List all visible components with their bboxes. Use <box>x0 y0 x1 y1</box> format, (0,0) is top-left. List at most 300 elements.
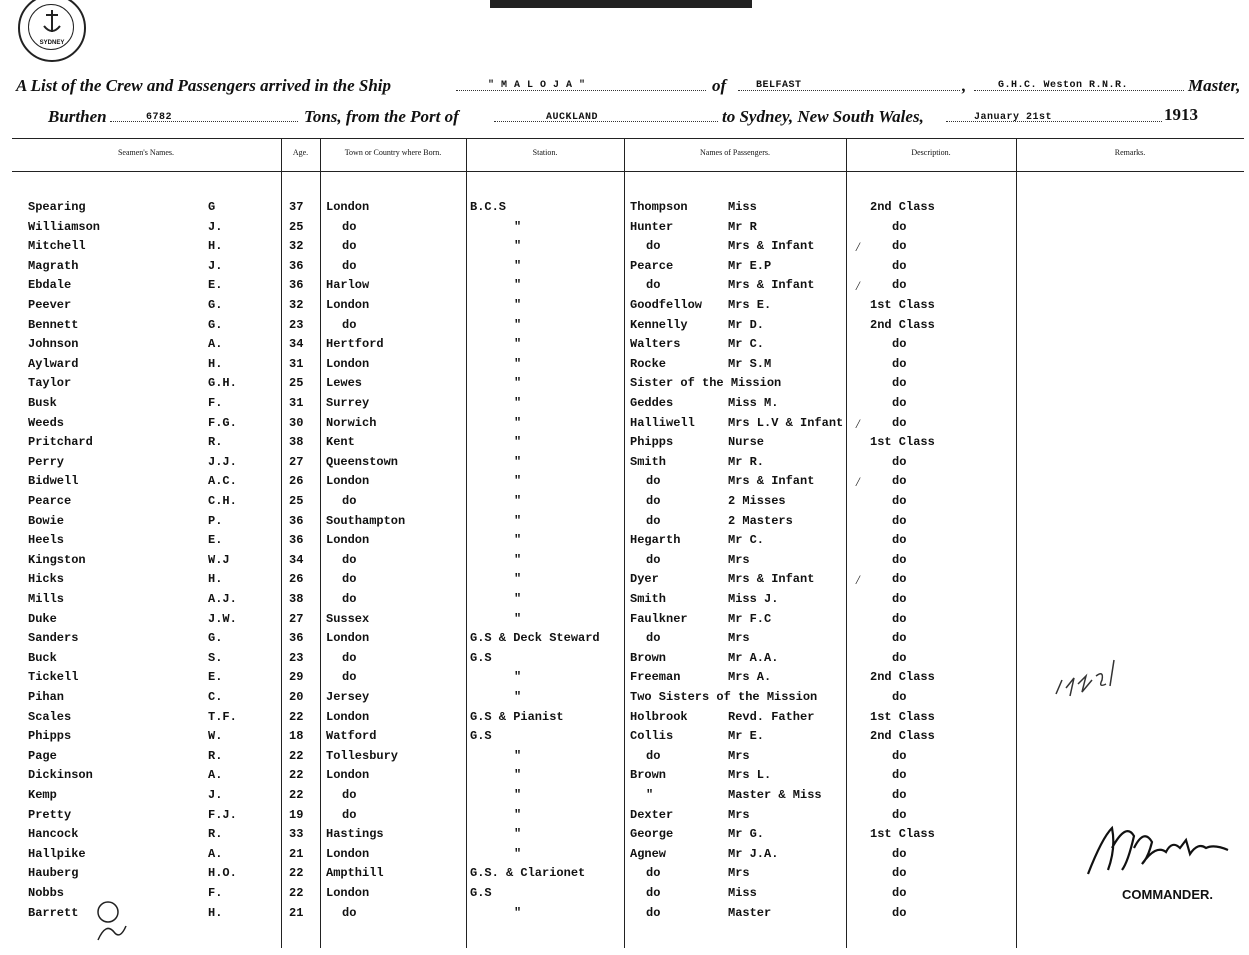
seaman-name: Barrett <box>28 906 79 920</box>
passenger-description: do <box>892 906 907 920</box>
seaman-name: Magrath <box>28 259 79 273</box>
passenger-name: Dexter <box>630 808 674 822</box>
passenger-description: 2nd Class <box>870 670 935 684</box>
passenger-title: Mrs L. <box>728 768 772 782</box>
passenger-name: do <box>646 749 661 763</box>
seaman-initials: A. <box>208 337 223 351</box>
passenger-title: 2 Masters <box>728 514 793 528</box>
passenger-title: Miss <box>728 200 757 214</box>
passenger-description: do <box>892 259 907 273</box>
passenger-name: do <box>646 278 661 292</box>
seaman-initials: R. <box>208 435 223 449</box>
passenger-description: 1st Class <box>870 827 935 841</box>
passenger-description: do <box>892 239 907 253</box>
seaman-age: 25 <box>289 494 304 508</box>
station: " <box>514 494 522 508</box>
passenger-name: Dyer <box>630 572 659 586</box>
seaman-initials: R. <box>208 749 223 763</box>
passenger-title: Mr C. <box>728 533 765 547</box>
passenger-description: 1st Class <box>870 298 935 312</box>
passenger-description: do <box>892 553 907 567</box>
birthplace: do <box>342 553 357 567</box>
passenger-title: Mr C. <box>728 337 765 351</box>
seaman-initials: T.F. <box>208 710 237 724</box>
station: " <box>514 670 522 684</box>
birthplace: London <box>326 631 370 645</box>
passenger-name: do <box>646 494 661 508</box>
anchor-icon <box>42 8 62 36</box>
birthplace: do <box>342 592 357 606</box>
passenger-description: do <box>892 533 907 547</box>
seaman-initials: J.J. <box>208 455 237 469</box>
seaman-age: 22 <box>289 886 304 900</box>
station: " <box>514 553 522 567</box>
passenger-title: Mrs A. <box>728 670 772 684</box>
seaman-initials: H. <box>208 239 223 253</box>
station: " <box>514 768 522 782</box>
birthplace: do <box>342 494 357 508</box>
passenger-description: do <box>892 357 907 371</box>
passenger-description: do <box>892 788 907 802</box>
passenger-title: Mr E. <box>728 729 765 743</box>
birthplace: do <box>342 906 357 920</box>
birthplace: Lewes <box>326 376 363 390</box>
seaman-name: Spearing <box>28 200 86 214</box>
station: G.S. & Clarionet <box>470 866 586 880</box>
seaman-age: 22 <box>289 866 304 880</box>
passenger-title: Mr R <box>728 220 757 234</box>
seaman-initials: W.J <box>208 553 230 567</box>
birthplace: London <box>326 710 370 724</box>
seaman-age: 21 <box>289 847 304 861</box>
seaman-age: 22 <box>289 788 304 802</box>
seaman-name: Bowie <box>28 514 65 528</box>
birthplace: Watford <box>326 729 377 743</box>
seaman-initials: H. <box>208 906 223 920</box>
seaman-initials: C. <box>208 690 223 704</box>
passenger-name: do <box>646 906 661 920</box>
passenger-name: George <box>630 827 674 841</box>
seaman-name: Scales <box>28 710 72 724</box>
seaman-initials: C.H. <box>208 494 237 508</box>
station: G.S <box>470 729 492 743</box>
birthplace: do <box>342 808 357 822</box>
station: " <box>514 278 522 292</box>
seaman-name: Buck <box>28 651 57 665</box>
col-header-born: Town or Country where Born. <box>344 148 442 157</box>
seaman-name: Williamson <box>28 220 101 234</box>
col-header-passengers: Names of Passengers. <box>700 148 770 157</box>
birthplace: London <box>326 768 370 782</box>
seaman-name: Perry <box>28 455 65 469</box>
station: " <box>514 749 522 763</box>
seaman-name: Dickinson <box>28 768 93 782</box>
passenger-description: do <box>892 886 907 900</box>
passenger-description: do <box>892 572 907 586</box>
seaman-name: Page <box>28 749 57 763</box>
seaman-initials: F. <box>208 886 223 900</box>
seaman-name: Duke <box>28 612 57 626</box>
seaman-age: 38 <box>289 592 304 606</box>
seaman-age: 27 <box>289 455 304 469</box>
passenger-description: do <box>892 808 907 822</box>
passenger-title: Revd. Father <box>728 710 815 724</box>
seaman-age: 34 <box>289 337 304 351</box>
seaman-initials: J.W. <box>208 612 237 626</box>
from-port: AUCKLAND <box>546 112 599 123</box>
seaman-age: 33 <box>289 827 304 841</box>
col-header-age: Age. <box>292 148 309 157</box>
station: " <box>514 514 522 528</box>
passenger-title: Miss <box>728 886 757 900</box>
station: " <box>514 416 522 430</box>
passenger-title: Nurse <box>728 435 765 449</box>
passenger-description: do <box>892 690 907 704</box>
passenger-title: Mr G. <box>728 827 765 841</box>
station: " <box>514 318 522 332</box>
station: " <box>514 435 522 449</box>
seaman-name: Mitchell <box>28 239 86 253</box>
seaman-name: Weeds <box>28 416 65 430</box>
passenger-name: do <box>646 514 661 528</box>
passenger-description: do <box>892 278 907 292</box>
passenger-description: do <box>892 220 907 234</box>
passenger-title: Mr D. <box>728 318 765 332</box>
passenger-title: Miss M. <box>728 396 779 410</box>
passenger-name: Geddes <box>630 396 674 410</box>
station: G.S & Deck Steward <box>470 631 600 645</box>
seaman-initials: H.O. <box>208 866 237 880</box>
seaman-initials: E. <box>208 533 223 547</box>
station: " <box>514 298 522 312</box>
burthen-value: 6782 <box>146 112 173 123</box>
passenger-description: do <box>892 749 907 763</box>
seaman-name: Bidwell <box>28 474 79 488</box>
passenger-name: Sister of the Mission <box>630 376 782 390</box>
passenger-description: 2nd Class <box>870 200 935 214</box>
burthen-label: Burthen <box>48 107 107 126</box>
seaman-name: Pearce <box>28 494 72 508</box>
to-label: to Sydney, New South Wales, <box>722 107 924 126</box>
page-top-heading-fragment <box>490 0 752 8</box>
seaman-age: 30 <box>289 416 304 430</box>
birthplace: do <box>342 651 357 665</box>
passenger-description: do <box>892 455 907 469</box>
seaman-age: 18 <box>289 729 304 743</box>
seaman-name: Ebdale <box>28 278 72 292</box>
station: " <box>514 592 522 606</box>
passenger-description: do <box>892 396 907 410</box>
passenger-title: 2 Misses <box>728 494 786 508</box>
passenger-description: do <box>892 847 907 861</box>
birthplace: London <box>326 298 370 312</box>
passenger-title: Mrs & Infant <box>728 474 815 488</box>
seaman-age: 25 <box>289 376 304 390</box>
seaman-name: Hauberg <box>28 866 79 880</box>
passenger-name: Brown <box>630 651 667 665</box>
station: " <box>514 906 522 920</box>
passenger-name: do <box>646 886 661 900</box>
seaman-initials: J. <box>208 220 223 234</box>
station: " <box>514 533 522 547</box>
passenger-name: Smith <box>630 455 667 469</box>
passenger-name: do <box>646 474 661 488</box>
passenger-name: Thompson <box>630 200 688 214</box>
seaman-initials: G. <box>208 298 223 312</box>
seaman-initials: R. <box>208 827 223 841</box>
seaman-age: 29 <box>289 670 304 684</box>
passenger-description: 1st Class <box>870 435 935 449</box>
birthplace: Queenstown <box>326 455 399 469</box>
station: B.C.S <box>470 200 507 214</box>
seaman-age: 31 <box>289 357 304 371</box>
passenger-title: Mr S.M <box>728 357 772 371</box>
seaman-age: 32 <box>289 298 304 312</box>
birthplace: do <box>342 318 357 332</box>
passenger-title: Mrs <box>728 749 750 763</box>
table-top-rule <box>12 138 1244 139</box>
seaman-name: Hallpike <box>28 847 86 861</box>
passenger-title: Master & Miss <box>728 788 822 802</box>
passenger-name: Collis <box>630 729 674 743</box>
birthplace: do <box>342 670 357 684</box>
passenger-description: do <box>892 631 907 645</box>
passenger-name: " <box>646 788 654 802</box>
seaman-initials: F.J. <box>208 808 237 822</box>
passenger-title: Mrs <box>728 808 750 822</box>
seaman-initials: S. <box>208 651 223 665</box>
birthplace: Tollesbury <box>326 749 399 763</box>
seaman-age: 20 <box>289 690 304 704</box>
seaman-initials: J. <box>208 259 223 273</box>
seaman-name: Kemp <box>28 788 57 802</box>
birthplace: do <box>342 788 357 802</box>
seaman-name: Mills <box>28 592 65 606</box>
birthplace: Hastings <box>326 827 384 841</box>
seaman-age: 22 <box>289 749 304 763</box>
station: " <box>514 376 522 390</box>
passenger-description: do <box>892 376 907 390</box>
passenger-description: do <box>892 416 907 430</box>
seaman-age: 22 <box>289 768 304 782</box>
birthplace: Kent <box>326 435 355 449</box>
handwritten-number-drawing <box>1052 640 1132 700</box>
seaman-initials: H. <box>208 357 223 371</box>
passenger-title: Mrs <box>728 553 750 567</box>
birthplace: Southampton <box>326 514 406 528</box>
passenger-name: Freeman <box>630 670 681 684</box>
station: G.S <box>470 651 492 665</box>
seaman-name: Johnson <box>28 337 79 351</box>
passenger-title: Mrs <box>728 866 750 880</box>
passenger-description: do <box>892 612 907 626</box>
seaman-age: 26 <box>289 474 304 488</box>
passenger-name: Smith <box>630 592 667 606</box>
birthplace: London <box>326 474 370 488</box>
station: " <box>514 337 522 351</box>
passenger-name: do <box>646 553 661 567</box>
station: " <box>514 827 522 841</box>
passenger-name: Goodfellow <box>630 298 703 312</box>
seaman-initials: G. <box>208 318 223 332</box>
passenger-title: Mrs E. <box>728 298 772 312</box>
station: " <box>514 847 522 861</box>
station: " <box>514 808 522 822</box>
col-header-description: Description. <box>911 148 951 157</box>
seaman-name: Pritchard <box>28 435 93 449</box>
seaman-name: Tickell <box>28 670 79 684</box>
seaman-initials: E. <box>208 670 223 684</box>
passenger-name: Agnew <box>630 847 667 861</box>
passenger-name: Hegarth <box>630 533 681 547</box>
seaman-initials: A. <box>208 768 223 782</box>
station: " <box>514 239 522 253</box>
seaman-name: Phipps <box>28 729 72 743</box>
station: " <box>514 788 522 802</box>
seal-text: SYDNEY <box>39 40 65 46</box>
seaman-age: 32 <box>289 239 304 253</box>
passenger-name: do <box>646 239 661 253</box>
seaman-initials: A.C. <box>208 474 237 488</box>
birthplace: Surrey <box>326 396 370 410</box>
seaman-initials: P. <box>208 514 223 528</box>
seaman-initials: A. <box>208 847 223 861</box>
passenger-name: do <box>646 866 661 880</box>
passenger-name: Phipps <box>630 435 674 449</box>
passenger-description: 2nd Class <box>870 729 935 743</box>
passenger-name: Halliwell <box>630 416 695 430</box>
passenger-title: Mrs <box>728 631 750 645</box>
seaman-age: 26 <box>289 572 304 586</box>
seaman-age: 22 <box>289 710 304 724</box>
col-header-remarks: Remarks. <box>1114 148 1146 157</box>
station: " <box>514 455 522 469</box>
ship-name: " M A L O J A " <box>488 80 586 91</box>
passenger-name: Holbrook <box>630 710 688 724</box>
station: " <box>514 220 522 234</box>
passenger-title: Mr F.C <box>728 612 772 626</box>
seaman-initials: G <box>208 200 216 214</box>
seaman-initials: A.J. <box>208 592 237 606</box>
commander-label: COMMANDER. <box>1122 887 1213 902</box>
passenger-title: Mr R. <box>728 455 765 469</box>
station: " <box>514 396 522 410</box>
header-line1-prefix: A List of the Crew and Passengers arrived in the Ship <box>16 76 391 95</box>
passenger-name: Two Sisters of the Mission <box>630 690 818 704</box>
birthplace: Norwich <box>326 416 377 430</box>
birthplace: Hertford <box>326 337 384 351</box>
station: " <box>514 612 522 626</box>
arrival-date: January 21st <box>974 112 1053 123</box>
seaman-name: Bennett <box>28 318 79 332</box>
passenger-name: Kennelly <box>630 318 688 332</box>
seaman-age: 37 <box>289 200 304 214</box>
seaman-initials: F. <box>208 396 223 410</box>
birthplace: London <box>326 200 370 214</box>
seaman-name: Taylor <box>28 376 72 390</box>
seaman-initials: E. <box>208 278 223 292</box>
passenger-name: Faulkner <box>630 612 688 626</box>
arrival-year: 1913 <box>1164 105 1198 124</box>
seaman-name: Peever <box>28 298 72 312</box>
seaman-name: Heels <box>28 533 65 547</box>
seaman-initials: G.H. <box>208 376 237 390</box>
seaman-name: Kingston <box>28 553 86 567</box>
seaman-age: 25 <box>289 220 304 234</box>
passenger-description: do <box>892 474 907 488</box>
birthplace: do <box>342 259 357 273</box>
passenger-title: Mr J.A. <box>728 847 779 861</box>
seaman-age: 36 <box>289 259 304 273</box>
passenger-description: do <box>892 337 907 351</box>
passenger-title: Miss J. <box>728 592 779 606</box>
seaman-age: 27 <box>289 612 304 626</box>
handwritten-tick: / <box>856 239 860 254</box>
birthplace: London <box>326 533 370 547</box>
seaman-age: 23 <box>289 651 304 665</box>
seaman-initials: F.G. <box>208 416 237 430</box>
handwritten-tick: / <box>856 474 860 489</box>
birthplace: Sussex <box>326 612 370 626</box>
station: " <box>514 572 522 586</box>
birthplace: Harlow <box>326 278 370 292</box>
seaman-name: Pretty <box>28 808 72 822</box>
passenger-description: do <box>892 651 907 665</box>
station: " <box>514 357 522 371</box>
passenger-description: do <box>892 866 907 880</box>
station: G.S & Pianist <box>470 710 564 724</box>
passenger-title: Mrs & Infant <box>728 572 815 586</box>
station: G.S <box>470 886 492 900</box>
official-seal-stamp <box>18 0 86 62</box>
passenger-name: Brown <box>630 768 667 782</box>
seaman-age: 36 <box>289 514 304 528</box>
seaman-initials: H. <box>208 572 223 586</box>
seaman-name: Pihan <box>28 690 65 704</box>
seaman-age: 31 <box>289 396 304 410</box>
col-header-station: Station. <box>532 148 558 157</box>
handwritten-mark <box>92 896 128 944</box>
seaman-name: Hicks <box>28 572 65 586</box>
master-name: G.H.C. Weston R.N.R. <box>998 80 1129 91</box>
seaman-initials: J. <box>208 788 223 802</box>
passenger-title: Mrs L.V & Infant <box>728 416 844 430</box>
passenger-title: Mrs & Infant <box>728 239 815 253</box>
birthplace: do <box>342 220 357 234</box>
passenger-name: Rocke <box>630 357 667 371</box>
tons-label: Tons, from the Port of <box>304 107 459 126</box>
passenger-name: Pearce <box>630 259 674 273</box>
col-header-seamen: Seamen's Names. <box>117 148 175 157</box>
seaman-age: 19 <box>289 808 304 822</box>
commander-signature <box>1082 818 1232 887</box>
handwritten-tick: / <box>856 572 860 587</box>
seaman-age: 36 <box>289 278 304 292</box>
table-header-rule <box>12 171 1244 172</box>
passenger-title: Mr E.P <box>728 259 772 273</box>
birthplace: do <box>342 239 357 253</box>
station: " <box>514 259 522 273</box>
birthplace: London <box>326 357 370 371</box>
station: " <box>514 474 522 488</box>
birthplace: London <box>326 847 370 861</box>
seaman-initials: W. <box>208 729 223 743</box>
seaman-age: 36 <box>289 533 304 547</box>
passenger-description: do <box>892 514 907 528</box>
seaman-name: Hancock <box>28 827 79 841</box>
seaman-name: Nobbs <box>28 886 65 900</box>
seaman-age: 38 <box>289 435 304 449</box>
